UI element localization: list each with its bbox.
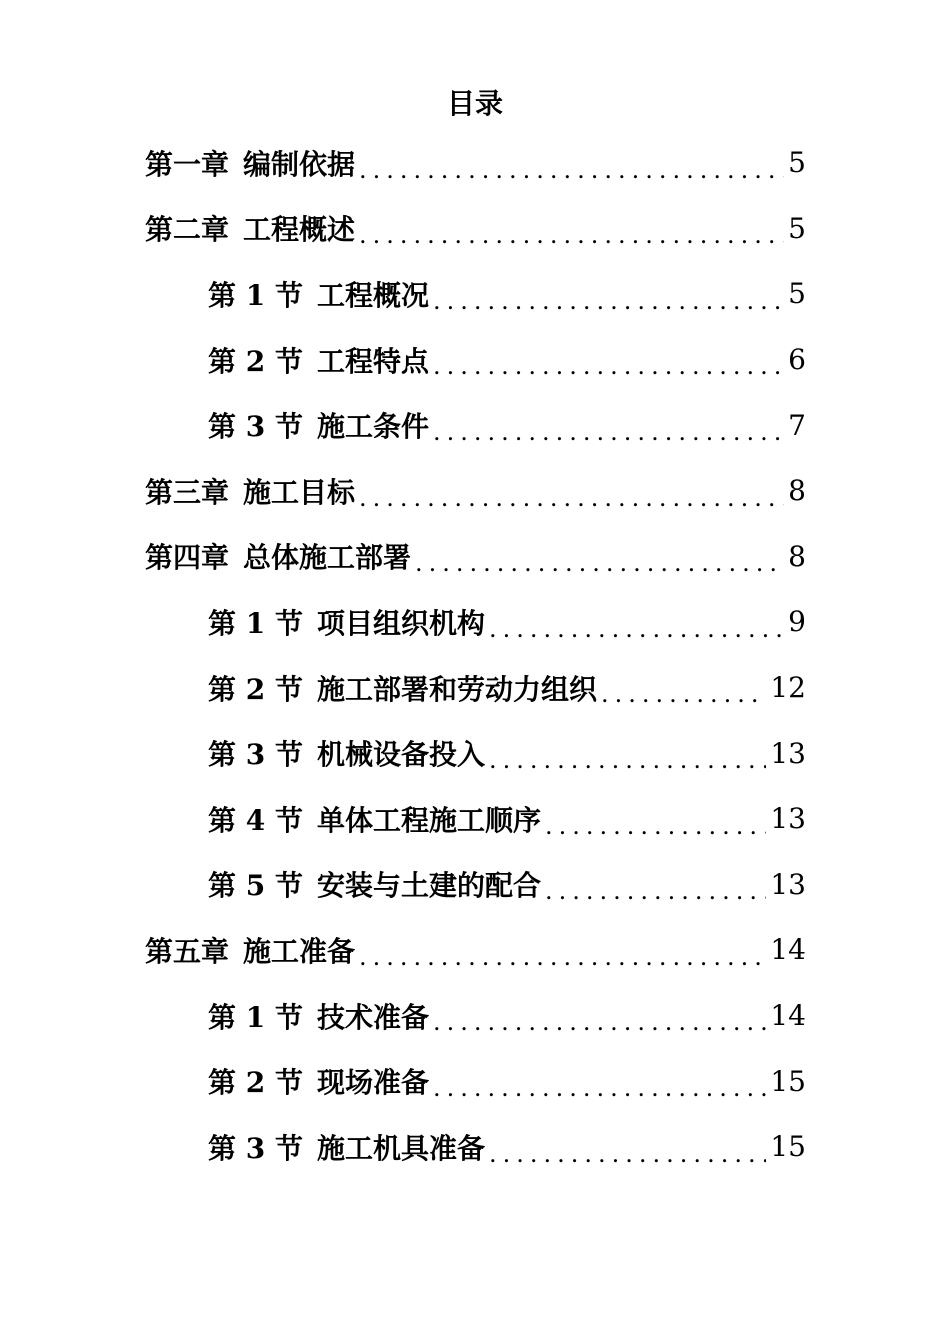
entry-label xyxy=(145,208,355,248)
dot-leader xyxy=(359,158,784,196)
entry-label xyxy=(208,405,429,445)
entry-label xyxy=(145,471,355,511)
dot-leader xyxy=(433,1076,766,1114)
entry-label xyxy=(208,733,485,773)
dot-leader xyxy=(489,617,784,655)
entry-number: 第 1 节 xyxy=(208,1000,303,1034)
entry-title: 工程概述 xyxy=(243,213,356,247)
dot-leader xyxy=(359,486,784,524)
entry-page-number: 13 xyxy=(770,802,806,836)
entry-label xyxy=(208,340,429,380)
entry-number: 第一章 xyxy=(145,147,230,181)
entry-title: 项目组织机构 xyxy=(316,606,485,640)
toc-entry-chapter[interactable] xyxy=(145,458,806,524)
entry-number: 第 5 节 xyxy=(208,869,303,903)
entry-page-number: 13 xyxy=(770,736,806,770)
dot-leader xyxy=(545,814,766,852)
dot-leader xyxy=(601,682,766,720)
entry-page-number: 7 xyxy=(788,408,806,442)
dot-leader xyxy=(433,354,784,392)
entry-number: 第 2 节 xyxy=(208,1066,303,1100)
entry-title: 施工准备 xyxy=(243,934,356,968)
entry-label xyxy=(208,274,429,314)
entry-title: 现场准备 xyxy=(316,1066,429,1100)
entry-page-number: 9 xyxy=(788,605,806,639)
entry-label xyxy=(145,536,411,576)
entry-page-number: 8 xyxy=(788,474,806,508)
entry-number: 第 4 节 xyxy=(208,803,303,837)
dot-leader xyxy=(545,879,766,917)
entry-title: 施工部署和劳动力组织 xyxy=(316,672,597,706)
entry-number: 第 1 节 xyxy=(208,278,303,312)
entry-label xyxy=(145,143,355,183)
entry-page-number: 5 xyxy=(788,211,806,245)
entry-page-number: 15 xyxy=(770,1064,806,1098)
entry-title: 施工机具准备 xyxy=(316,1131,485,1165)
entry-page-number: 6 xyxy=(788,343,806,377)
toc-entry-chapter[interactable] xyxy=(145,196,806,262)
entry-number: 第 3 节 xyxy=(208,738,303,772)
entry-page-number: 14 xyxy=(770,999,806,1033)
entry-title: 机械设备投入 xyxy=(316,738,485,772)
entry-number: 第 2 节 xyxy=(208,672,303,706)
dot-leader xyxy=(433,289,784,327)
toc-entry-section[interactable] xyxy=(208,589,806,655)
dot-leader xyxy=(489,1142,766,1180)
entry-title: 单体工程施工顺序 xyxy=(316,803,541,837)
toc-entry-section[interactable] xyxy=(208,327,806,393)
entry-page-number: 14 xyxy=(770,933,806,967)
entry-label xyxy=(208,1127,485,1167)
entry-title: 工程概况 xyxy=(316,278,429,312)
entry-title: 施工条件 xyxy=(316,410,429,444)
entry-label xyxy=(145,930,355,970)
entry-number: 第 2 节 xyxy=(208,344,303,378)
entry-number: 第 1 节 xyxy=(208,606,303,640)
entry-label xyxy=(208,1061,429,1101)
dot-leader xyxy=(415,551,784,589)
entry-label xyxy=(208,602,485,642)
dot-leader xyxy=(359,945,766,983)
entry-number: 第四章 xyxy=(145,541,230,575)
toc-entry-section[interactable] xyxy=(208,261,806,327)
toc-entry-section[interactable] xyxy=(208,1114,806,1180)
toc-entry-section[interactable] xyxy=(208,655,806,721)
toc-title: 目录 xyxy=(446,87,503,120)
entry-title: 工程特点 xyxy=(316,344,429,378)
entry-number: 第五章 xyxy=(145,934,230,968)
toc-entry-chapter[interactable] xyxy=(145,917,806,983)
entry-title: 技术准备 xyxy=(316,1000,429,1034)
toc-entry-section[interactable] xyxy=(208,983,806,1049)
entry-number: 第二章 xyxy=(145,213,230,247)
toc-entry-chapter[interactable] xyxy=(145,524,806,590)
entry-title: 编制依据 xyxy=(243,147,356,181)
toc-entry-section[interactable] xyxy=(208,786,806,852)
toc-entry-section[interactable] xyxy=(208,852,806,918)
toc-entry-section[interactable] xyxy=(208,720,806,786)
entry-page-number: 15 xyxy=(770,1130,806,1164)
dot-leader xyxy=(359,223,784,261)
dot-leader xyxy=(433,1010,766,1048)
entry-page-number: 5 xyxy=(788,277,806,311)
toc-entry-section[interactable] xyxy=(208,1048,806,1114)
entry-title: 总体施工部署 xyxy=(243,541,412,575)
entry-page-number: 5 xyxy=(788,146,806,180)
toc-list xyxy=(0,130,950,1180)
entry-number: 第三章 xyxy=(145,475,230,509)
entry-number: 第 3 节 xyxy=(208,410,303,444)
toc-entry-section[interactable] xyxy=(208,392,806,458)
toc-entry-chapter[interactable] xyxy=(145,130,806,196)
entry-label xyxy=(208,668,597,708)
entry-label xyxy=(208,864,541,904)
entry-label xyxy=(208,996,429,1036)
dot-leader xyxy=(433,420,784,458)
entry-label xyxy=(208,799,541,839)
entry-title: 施工目标 xyxy=(243,475,356,509)
entry-title: 安装与土建的配合 xyxy=(316,869,541,903)
dot-leader xyxy=(489,748,766,786)
entry-number: 第 3 节 xyxy=(208,1131,303,1165)
entry-page-number: 8 xyxy=(788,539,806,573)
entry-page-number: 12 xyxy=(770,671,806,705)
entry-page-number: 13 xyxy=(770,867,806,901)
